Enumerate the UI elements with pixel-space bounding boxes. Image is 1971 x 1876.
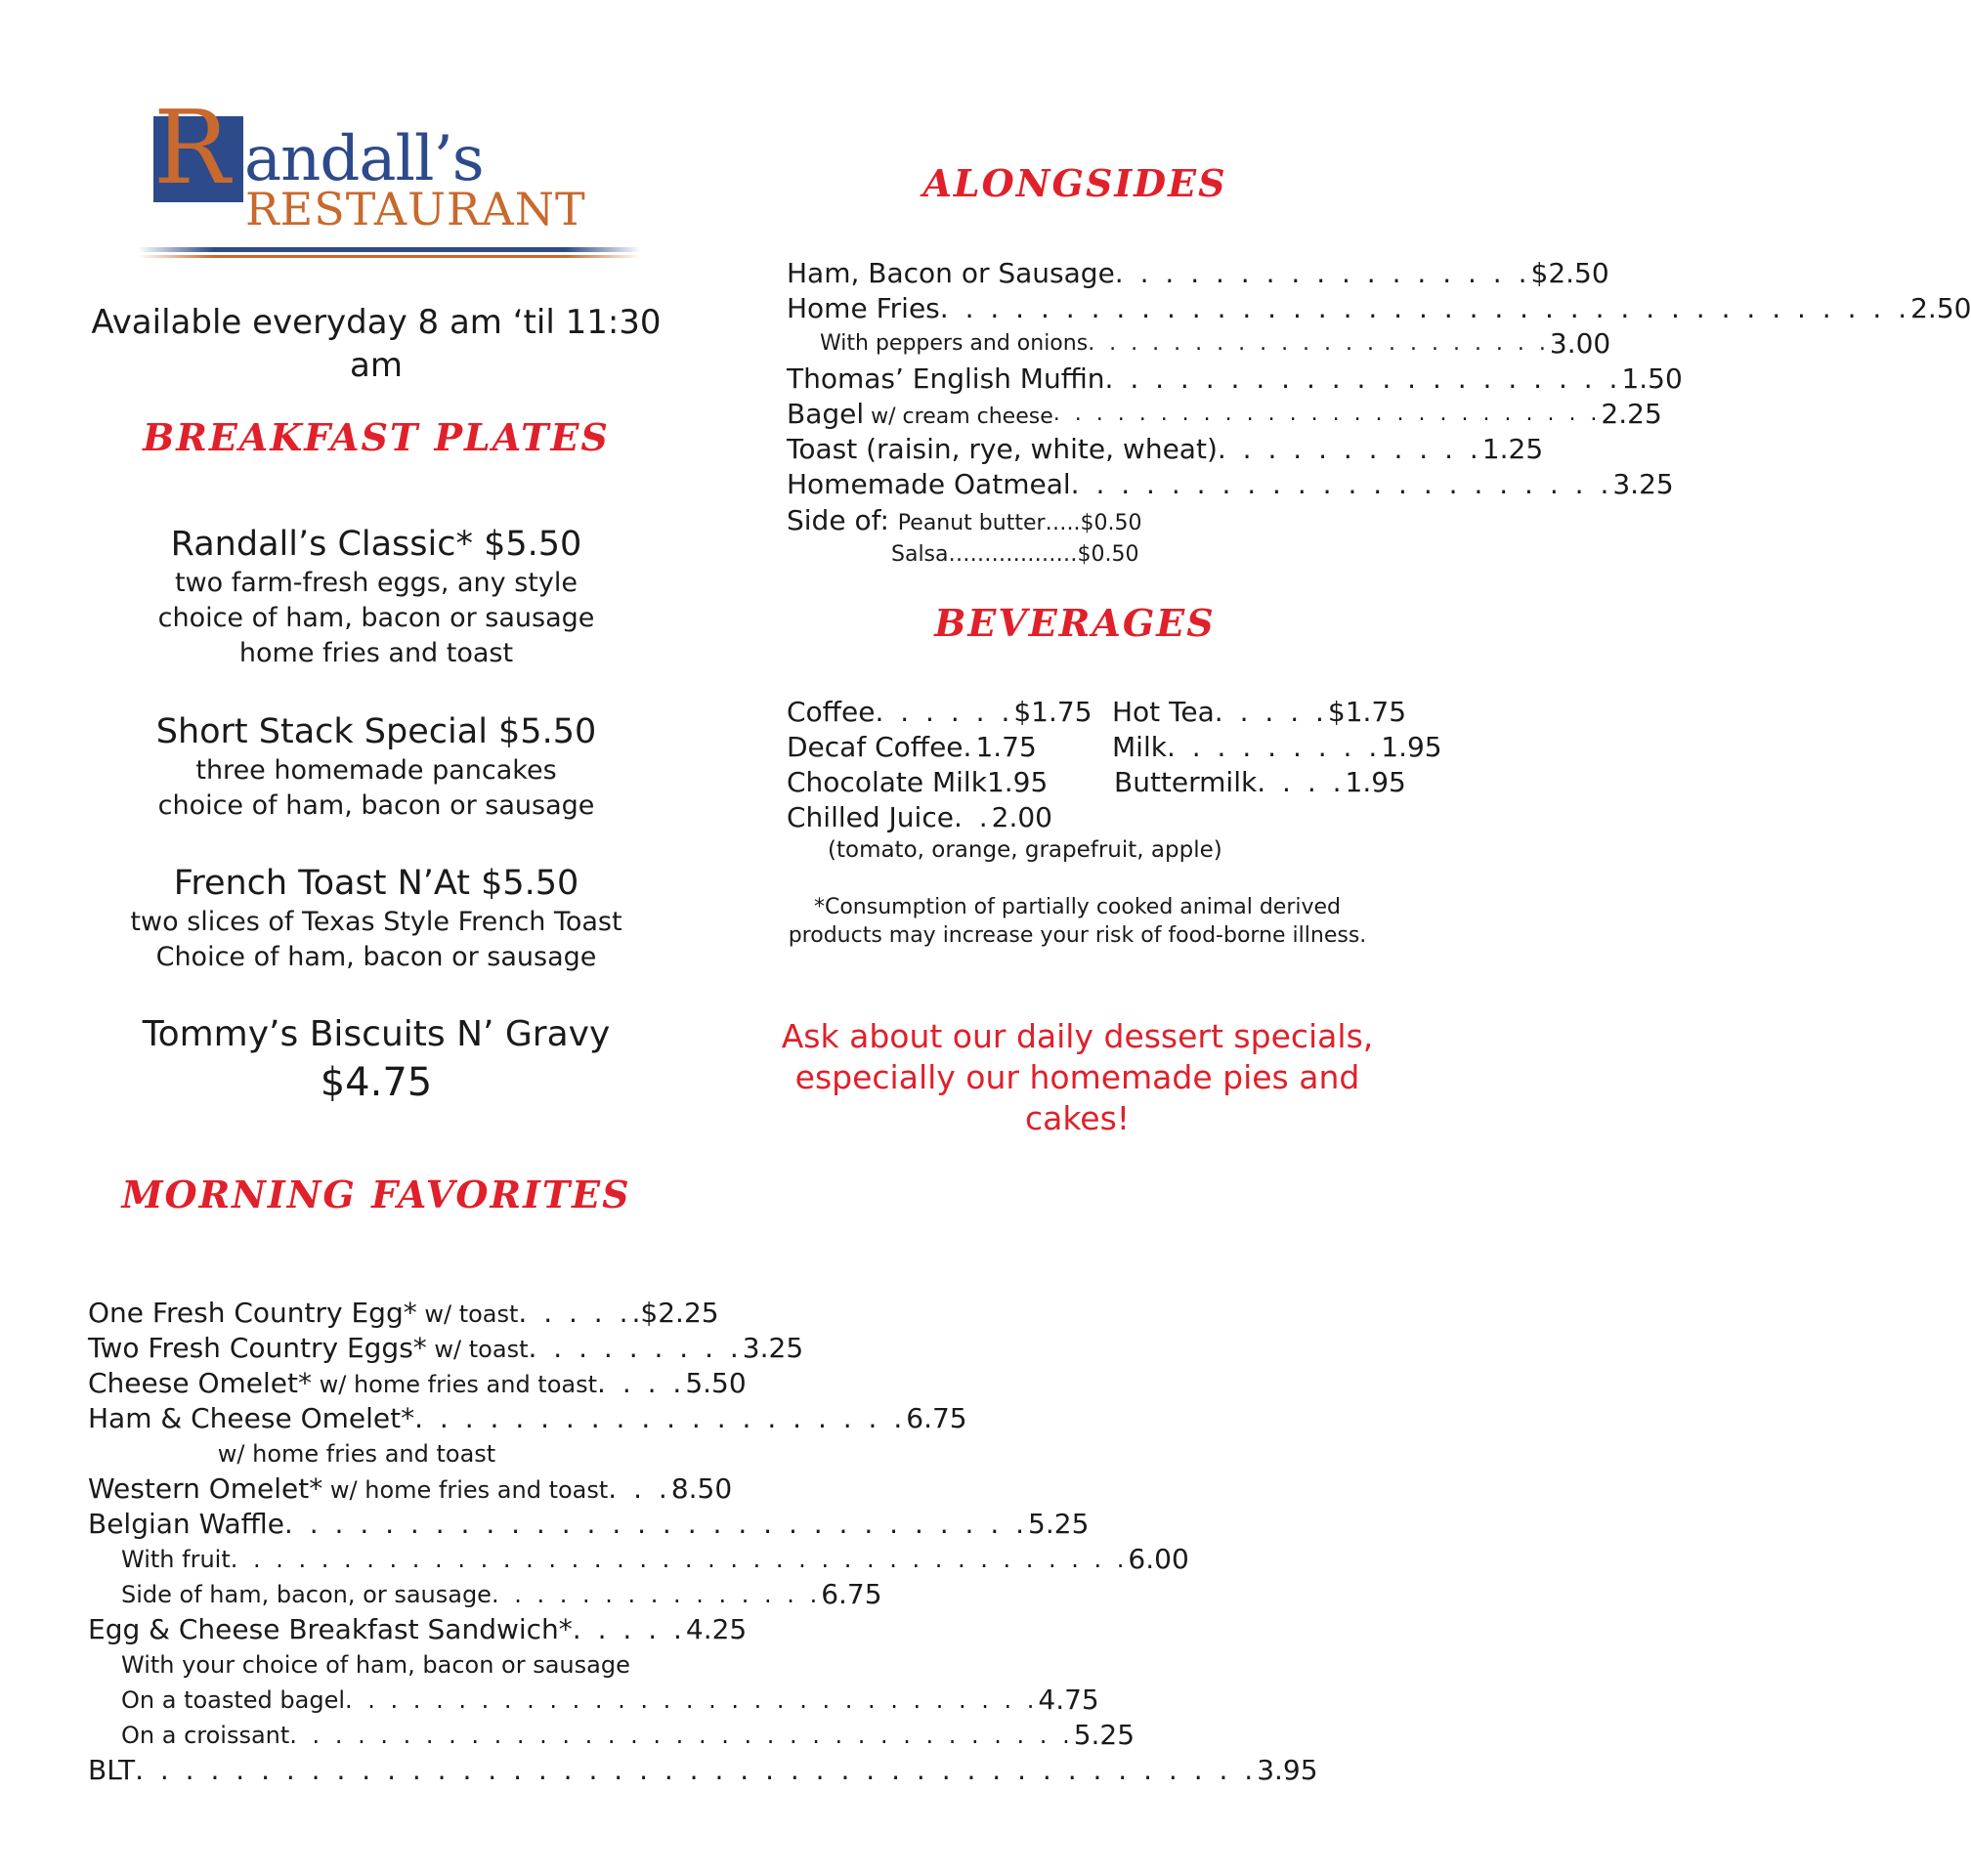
- breakfast-plates-heading: BREAKFAST PLATES: [143, 415, 610, 459]
- item-price: 5.25: [1073, 1719, 1135, 1751]
- item-price: 4.25: [685, 1613, 748, 1645]
- plate-title: Randall’s Classic* $5.50: [170, 525, 582, 564]
- item-name: One Fresh Country Egg* w/ toast: [88, 1297, 519, 1329]
- menu-row: Ham & Cheese Omelet* . . . . . . . . . . . . . . . . . . . . 6.75: [88, 1402, 967, 1434]
- item-price: 4.75: [1038, 1684, 1099, 1716]
- menu-row: Belgian Waffle . . . . . . . . . . . . . . . . . . . . . . . . . . . . . . 5.25: [88, 1508, 1090, 1540]
- item-price: $2.50: [1530, 257, 1609, 289]
- item-name: Thomas’ English Muffin: [787, 362, 1105, 395]
- menu-row: Thomas’ English Muffin . . . . . . . . . . . . . . . . . . . . . 1.50: [787, 362, 1683, 395]
- menu-row: Toast (raisin, rye, white, wheat) . . . . . . . . . . . 1.25: [787, 433, 1544, 465]
- plate-title: French Toast N’At $5.50: [173, 864, 579, 903]
- plate-desc-line: two slices of Texas Style French Toast: [130, 907, 622, 937]
- plate-title: Tommy’s Biscuits N’ Gravy: [142, 1014, 611, 1054]
- item-price: 5.25: [1028, 1508, 1090, 1540]
- menu-row-sub: On a croissant . . . . . . . . . . . . . . . . . . . . . . . . . . . . . . . . . . . 5.25: [121, 1719, 1135, 1751]
- logo-underline-orange: [138, 255, 641, 258]
- logo-name: andall’s: [244, 123, 484, 195]
- beverage-item: Hot Tea . . . . . $1.75: [1112, 696, 1407, 728]
- plate-biscuits-gravy: [88, 1012, 664, 1108]
- dessert-specials-note: Ask about our daily dessert specials, especially our homemade pies and cakes!: [781, 1017, 1374, 1137]
- consumption-disclaimer: *Consumption of partially cooked animal derived products may increase your risk of food-borne illness.: [788, 895, 1367, 948]
- item-name: Cheese Omelet* w/ home fries and toast: [88, 1367, 598, 1399]
- beverage-item: Coffee . . . . . . $1.75: [787, 696, 1093, 728]
- item-price: 3.25: [742, 1332, 804, 1364]
- plate-desc-line: Choice of ham, bacon or sausage: [155, 942, 597, 972]
- beverage-item: Chocolate Milk 1.95: [787, 766, 1049, 798]
- menu-row: Egg & Cheese Breakfast Sandwich* . . . . . 4.25: [88, 1613, 748, 1645]
- morning-favorites-heading: MORNING FAVORITES: [121, 1172, 631, 1216]
- side-of-label: Side of:: [787, 504, 889, 536]
- hours-text: Available everyday 8 am ‘til 11:30 am: [91, 303, 662, 385]
- item-name: Egg & Cheese Breakfast Sandwich*: [88, 1613, 573, 1645]
- item-price: 6.75: [821, 1578, 882, 1610]
- item-name: BLT: [88, 1754, 136, 1786]
- menu-row: BLT . . . . . . . . . . . . . . . . . . . . . . . . . . . . . . . . . . . . . . . . . . . . . 3.95: [88, 1754, 1318, 1786]
- plate-randalls-classic: [88, 523, 664, 671]
- menu-row-sub-note: With your choice of ham, bacon or sausage: [121, 1651, 630, 1679]
- item-price: 2.25: [1601, 398, 1662, 430]
- menu-row: Western Omelet* w/ home fries and toast . . . 8.50: [88, 1472, 733, 1505]
- item-name: Western Omelet* w/ home fries and toast: [88, 1472, 609, 1505]
- morning-favorites-list: [88, 1296, 1318, 1788]
- alongsides-list: [787, 256, 1971, 502]
- menu-row-note: w/ home fries and toast: [217, 1440, 496, 1468]
- restaurant-logo: [132, 88, 655, 269]
- beverage-item: Milk . . . . . . . . . 1.95: [1112, 731, 1442, 763]
- item-price: 1.50: [1621, 362, 1683, 395]
- menu-row: Cheese Omelet* w/ home fries and toast . . . . 5.50: [88, 1367, 747, 1399]
- item-price: 8.50: [670, 1472, 733, 1505]
- item-name: Home Fries: [787, 292, 940, 324]
- side-of-item: Peanut butter…..$0.50: [897, 511, 1142, 535]
- menu-row: Bagel w/ cream cheese . . . . . . . . . . . . . . . . . . . . . . . . . . 2.25: [787, 398, 1662, 430]
- plate-desc-line: home fries and toast: [238, 638, 514, 668]
- beverage-item: Chilled Juice . . 2.00: [787, 801, 1052, 833]
- item-price: 6.75: [906, 1402, 967, 1434]
- item-name: With fruit: [121, 1546, 231, 1573]
- item-name: Homemade Oatmeal: [787, 468, 1071, 500]
- item-name: Ham, Bacon or Sausage: [787, 257, 1115, 289]
- menu-row: One Fresh Country Egg* w/ toast . . . . . .$2.25: [88, 1297, 719, 1329]
- menu-row-sub: With fruit . . . . . . . . . . . . . . . . . . . . . . . . . . . . . . . . . . . . . . . . 6.00: [121, 1543, 1189, 1575]
- menu-row: Two Fresh Country Eggs* w/ toast . . . . . . . . . 3.25: [88, 1332, 804, 1364]
- beverages-heading: BEVERAGES: [934, 601, 1216, 645]
- juice-note: (tomato, orange, grapefruit, apple): [828, 837, 1222, 863]
- item-name: On a toasted bagel: [121, 1686, 346, 1714]
- item-price: 6.00: [1128, 1543, 1189, 1575]
- item-name: On a croissant: [121, 1722, 290, 1749]
- item-price: .$2.25: [631, 1297, 719, 1329]
- side-of-item: Salsa………………$0.50: [891, 542, 1139, 567]
- plate-desc-line: choice of ham, bacon or sausage: [157, 790, 595, 821]
- side-of-row: [891, 535, 1138, 568]
- logo-underline-blue: [138, 247, 641, 252]
- item-price: 3.95: [1257, 1754, 1318, 1786]
- item-price: 1.25: [1481, 433, 1544, 465]
- side-of-row: [787, 504, 1142, 536]
- plate-desc-line: choice of ham, bacon or sausage: [157, 603, 595, 633]
- menu-row-sub: Side of ham, bacon, or sausage . . . . . . . . . . . . . . . 6.75: [121, 1578, 882, 1610]
- item-price: 3.00: [1549, 327, 1611, 360]
- plate-desc-line: three homemade pancakes: [195, 755, 557, 786]
- menu-row-sub: On a toasted bagel . . . . . . . . . . . . . . . . . . . . . . . . . . . . . . . 4.75: [121, 1684, 1099, 1716]
- item-name: Bagel w/ cream cheese: [787, 398, 1053, 430]
- menu-row-sub: With peppers and onions . . . . . . . . . . . . . . . . . . . . . . 3.00: [820, 327, 1611, 360]
- item-price: 3.25: [1612, 468, 1674, 500]
- beverage-item: Buttermilk . . . . 1.95: [1114, 766, 1406, 798]
- menu-row: Homemade Oatmeal . . . . . . . . . . . . . . . . . . . . . . 3.25: [787, 468, 1674, 500]
- menu-row: Ham, Bacon or Sausage . . . . . . . . . . . . . . . . . $2.50: [787, 257, 1609, 289]
- plate-desc-line: two farm-fresh eggs, any style: [175, 568, 578, 598]
- item-price: 5.50: [685, 1367, 747, 1399]
- menu-row: Home Fries . . . . . . . . . . . . . . . . . . . . . . . . . . . . . . . . . . . . . . . 2.50: [787, 292, 1971, 324]
- plate-french-toast: [88, 862, 664, 975]
- logo-restaurant-word: RESTAURANT: [245, 183, 586, 235]
- beverage-item: Decaf Coffee . 1.75: [787, 731, 1037, 763]
- logo-r-letter: R: [153, 88, 231, 207]
- item-name: With peppers and onions: [820, 331, 1089, 356]
- alongsides-heading: ALONGSIDES: [922, 161, 1227, 205]
- item-name: Belgian Waffle: [88, 1508, 284, 1540]
- item-price: 2.50: [1910, 292, 1971, 324]
- plate-title: Short Stack Special $5.50: [155, 712, 597, 751]
- item-name: Toast (raisin, rye, white, wheat): [787, 433, 1218, 465]
- plate-short-stack: [88, 710, 664, 824]
- item-name: Two Fresh Country Eggs* w/ toast: [88, 1332, 529, 1364]
- item-name: Ham & Cheese Omelet*: [88, 1402, 415, 1434]
- item-name: Side of ham, bacon, or sausage: [121, 1581, 492, 1608]
- plate-price: $4.75: [320, 1060, 433, 1105]
